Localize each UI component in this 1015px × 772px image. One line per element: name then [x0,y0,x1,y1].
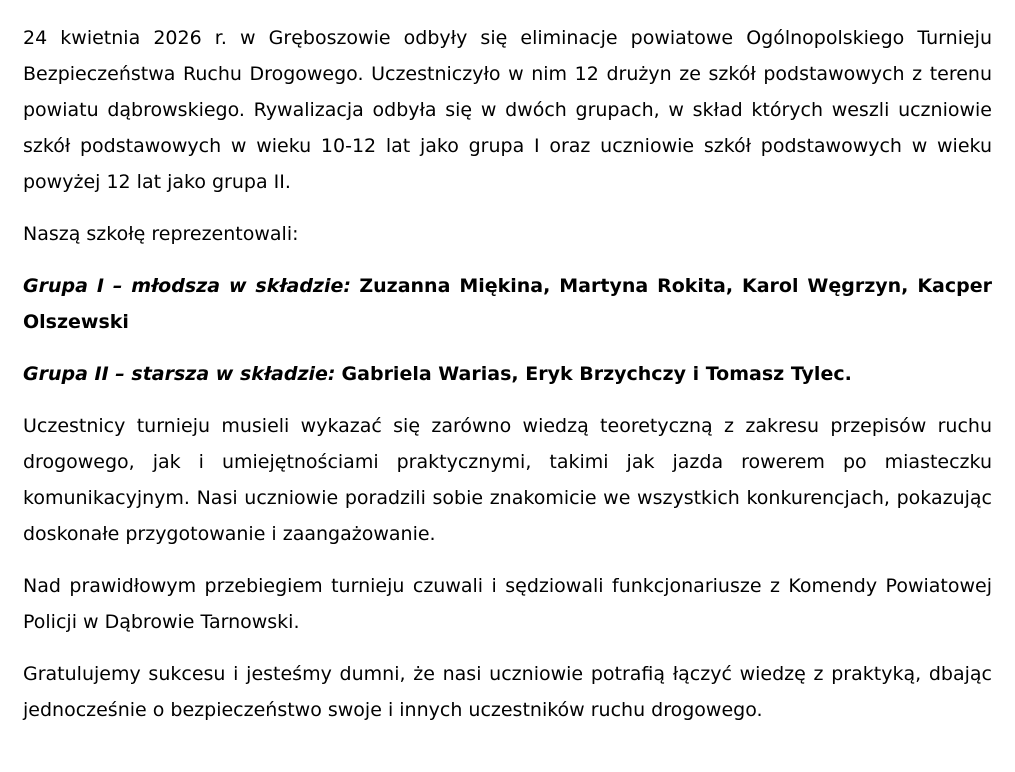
represented-paragraph: Naszą szkołę reprezentowali: [23,223,299,245]
group-2-label: Grupa II – starsza w składzie: [23,363,336,385]
intro-paragraph: 24 kwietnia 2026 r. w Gręboszowie odbyły się eliminacje powiatowe Ogólnopolskiego Turnieju Bezpieczeństwa Ruchu Drogowego. Uczestniczyło w nim 12 drużyn ze szkół podstawowych z terenu powiatu dąbrowskiego. Rywalizacja odbyła się w dwóch grupach, w skład których weszli uczniowie szkół podstawowych w wieku 10-12 lat jako grupa I oraz uczniowie szkół podstawowych w wieku powyżej 12 lat jako grupa II. [23,27,992,193]
group-1-members: Zuzanna Miękina, Martyna Rokita, Karol Węgrzyn, Kacper Olszewski [23,275,992,333]
referees-paragraph: Nad prawidłowym przebiegiem turnieju czuwali i sędziowali funkcjonariusze z Komendy Powiatowej Policji w Dąbrowie Tarnowski. [23,575,992,633]
group-2-members: Gabriela Warias, Eryk Brzychczy i Tomasz Tylec. [341,363,852,385]
congrats-paragraph: Gratulujemy sukcesu i jesteśmy dumni, że nasi uczniowie potrafią łączyć wiedzę z praktyką, dbając jednocześnie o bezpieczeństwo swoje i innych uczestników ruchu drogowego. [23,663,992,721]
group-1-label: Grupa I – młodsza w składzie: [23,275,351,297]
group-2-paragraph [23,356,992,392]
group-1-paragraph [23,268,992,340]
competition-paragraph: Uczestnicy turnieju musieli wykazać się zarówno wiedzą teoretyczną z zakresu przepisów ruchu drogowego, jak i umiejętnościami praktycznymi, takimi jak jazda rowerem po miasteczku komunikacyjnym. Nasi uczniowie poradzili sobie znakomicie we wszystkich konkurencjach, pokazując doskonałe przygotowanie i zaangażowanie. [23,415,992,545]
